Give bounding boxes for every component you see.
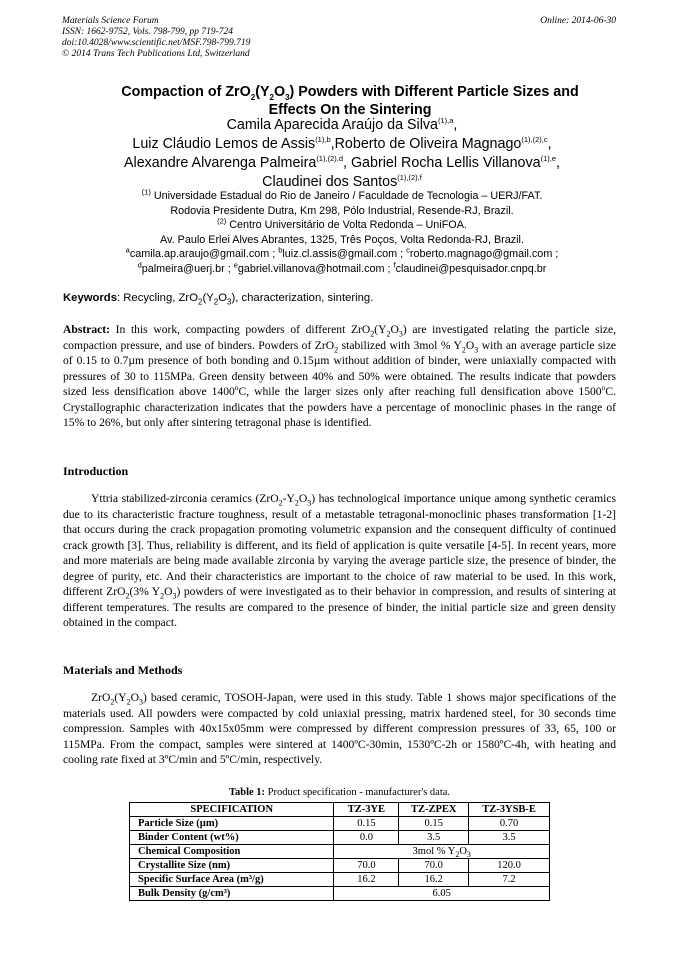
table-cell: 3mol % $Y_2O_3$ <box>334 845 550 859</box>
table-row: Chemical Composition 3mol % $Y_2O_3$ <box>130 845 550 859</box>
section-heading-methods: Materials and Methods <box>63 663 183 677</box>
section-heading-introduction: Introduction <box>63 464 129 478</box>
keywords: Keywords: Recycling, $ZrO_2(Y_2O_3)$, characterization, sintering. <box>63 292 374 307</box>
paper-title: Compaction of $ZrO_2(Y_2O_3)$ Powders with Different Particle Sizes and Effects On the Sintering <box>121 84 579 118</box>
column-header: TZ-ZPEX <box>399 803 469 817</box>
email-line: $^d$palmeira@uerj.br ; $^e$gabriel.villanova@hotmail.com ; $^f$claudinei@pesquisador.cnpq.br <box>137 259 547 275</box>
methods-paragraph: $ZrO_2(Y_2O_3)$ based ceramic, TOSOH-Japan, were used in this study. Table 1 shows major specifications of the materials used. All powders were compacted by cold uniaxial pressing, matrix hardened steel, for 30 seconds time compression. Samples with 40x15x05mm were compressed by different compression pressures of 33, 65, 100 or 115MPa. From the compact, samples were sintered at 1400ºC-30min, 1530ºC-2h or 1580ºC-4h, with heating and cooling rate fixed at 3ºC/min and 5ºC/min, respectively. <box>63 691 616 766</box>
online-date: Online: 2014-06-30 <box>540 16 616 26</box>
copyright: © 2014 Trans Tech Publications Ltd, Switzerland <box>62 49 250 59</box>
column-header: SPECIFICATION <box>130 803 334 817</box>
specification-table <box>129 802 550 901</box>
author: Camila Aparecida Araújo da Silva <box>226 117 438 133</box>
journal-name: Materials Science Forum <box>62 16 159 26</box>
author: Gabriel Rocha Lellis Villanova <box>350 155 541 171</box>
author-list: Camila Aparecida Araújo da Silva$^{(1),a}$, Luiz Cláudio Lemos de Assis$^{(1),b}$,Roberto de Oliveira Magnago$^{(1),(2),c}$, Alexandre Alvarenga Palmeira$^{(1),(2),d}$, Gabriel Rocha Lellis Villanova$^{(1),e}$, Claudinei dos Santos$^{(1),(2),f}$ <box>123 116 561 190</box>
table-header-row <box>130 803 550 817</box>
introduction-paragraph: Yttria stabilized-zirconia ceramics $(ZrO_2-Y_2O_3)$ has technological importance unique among synthetic ceramics due to its characteristic fracture toughness, result of a metastable tetragonal-monoclinic phases transformation [1-2] that occurs during the crack propagation promoting volumetric expansion and the consequent difficulty of continued crack growth [3]. Thus, reliability is different, and its field of application is quite versatile [4-5]. In recent years, more and more materials are being made available zirconia by varying the average particle size, the presence of binder, the degree of purity, etc. And their characteristics are important to the choice of raw material to be used. In this work, different ZrO$_2$(3% $Y_2O_3$) powders of were investigated as to their behavior in compression, and results of sintering at different temperatures. The results are compared to the presence of binder, the initial particle size and green density obtained in the compact. <box>63 492 617 629</box>
issn: ISSN: 1662-9752, Vols. 798-799, pp 719-724 <box>62 27 233 37</box>
publication-info <box>62 16 250 60</box>
column-header: TZ-3YSB-E <box>469 803 550 817</box>
author: Alexandre Alvarenga Palmeira <box>123 155 317 171</box>
table-caption: Table 1: Product specification - manufacturer's data. <box>228 787 451 798</box>
table-row: Crystallite Size (nm) 70.0 70.0 120.0 <box>130 859 550 873</box>
author: Luiz Cláudio Lemos de Assis <box>132 136 316 152</box>
table-row: Bulk Density (g/cm³) 6.05 <box>130 887 550 901</box>
author: Claudinei dos Santos <box>262 174 398 190</box>
doi: doi:10.4028/www.scientific.net/MSF.798-799.719 <box>62 38 251 48</box>
email-line: $^a$camila.ap.araujo@gmail.com ; $^b$luiz.cl.assis@gmail.com ; $^c$roberto.magnago@gmail.com ; <box>125 245 559 260</box>
table-row: Specific Surface Area (m³/g) 16.2 16.2 7.2 <box>130 873 550 887</box>
table-row: Particle Size (µm) 0.15 0.15 0.70 <box>130 817 550 831</box>
author: Roberto de Oliveira Magnago <box>334 136 522 152</box>
affiliations: $^{(1)}$ Universidade Estadual do Rio de Janeiro / Faculdade de Tecnologia – UERJ/FAT. Rodovia Presidente Dutra, Km 298, Pólo Industrial, Resende-RJ, Brazil. $^{(2)}$ Centro Universitário de Volta Redonda – UniFOA. Av. Paulo Erlei Alves Abrantes, 1325, Três Poços, Volta Redonda-RJ, Brazil. $^a$camila.ap.araujo@gmail.com ; $^b$luiz.cl.assis@gmail.com ; $^c$roberto.magnago@gmail.com ; $^d$palmeira@uerj.br ; $^e$gabriel.villanova@hotmail.com ; $^f$claudinei@pesquisador.cnpq.br <box>125 187 559 275</box>
column-header: TZ-3YE <box>334 803 399 817</box>
abstract: Abstract: In this work, compacting powders of different $ZrO_2(Y_2O_3)$ are investigated relating the particle size, compaction pressure, and use of binders. Powders of ZrO$_2$ stabilized with 3mol % $Y_2O_3$ with an average particle size of 0.15 to 0.7µm presence of both bonding and 0.15µm without addition of binder, were uniaxially compacted with pressures of 30 to 115MPa. Green density between 40% and 50% were obtained. The results indicate that powders sized less densification above 1400$^o$C, while the larger sizes only after reaching full densification above 1500$^o$C. Crystallographic characterization indicates that the powders have a percentage of monoclinic phases in the range of 15% to 26%, but only after sintering tetragonal phase is identified. <box>63 323 616 429</box>
table-row: Binder Content (wt%) 0.0 3.5 3.5 <box>130 831 550 845</box>
